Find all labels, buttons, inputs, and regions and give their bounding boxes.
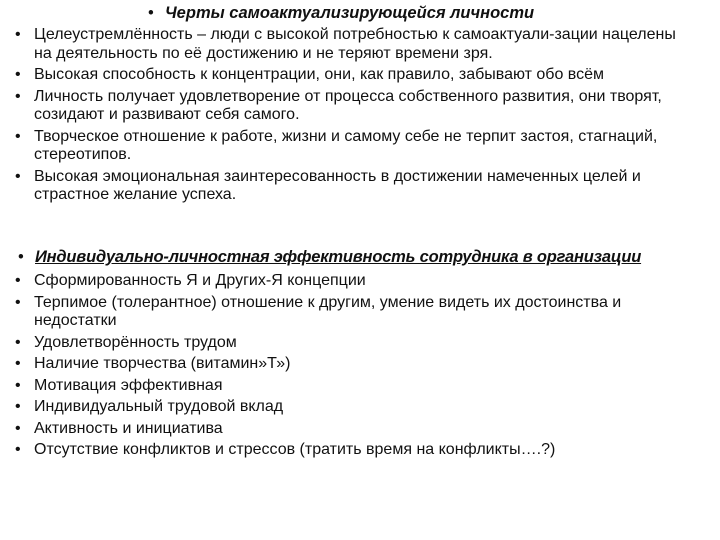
list-item-text: Сформированность Я и Других-Я концепции [34,272,366,289]
list-item-text: Активность и инициатива [34,419,223,437]
bullet-icon: • [15,441,21,458]
list-item-text: Терпимое (толерантное) отношение к другим, умение видеть их достоинства и недостатки [34,293,622,329]
list-item [0,66,694,85]
bullet-icon: • [15,355,21,372]
bullet-icon: • [15,87,21,105]
list-item-text: Творческое отношение к работе, жизни и самому себе не терпит застоя, стагнаций, стереотипов. [34,127,658,163]
list-item [0,334,694,353]
bullet-icon: • [148,4,154,22]
list-item [0,441,694,460]
bullet-icon: • [15,376,21,394]
list-item-text: Удовлетворённость трудом [34,333,237,351]
list-item [0,168,694,205]
list-item-text: Личность получает удовлетворение от процесса собственного развития, они творят, созидают и развивают себя самого. [34,87,662,123]
list-item-text: Целеустремлённость – люди с высокой потребностью к самоактуали-зации нацелены на деятельность по её достижению и не теряют времени зря. [34,26,676,62]
bullet-icon: • [15,272,21,289]
list-item-text: Высокая способность к концентрации, они, как правило, забывают обо всём [34,66,605,83]
list-item-text: Отсутствие конфликтов и стрессов (тратить время на конфликты….?) [34,441,556,458]
list-item [0,272,694,291]
list-item-text: Наличие творчества (витамин»Т») [34,355,291,372]
list-item-text: Высокая эмоциональная заинтересованность в достижении намеченных целей и страстное желание успеха. [34,167,641,203]
list-item-text: Мотивация эффективная [34,376,223,394]
bullet-icon: • [15,333,21,351]
bullet-icon: • [15,293,21,311]
list-item [0,398,694,417]
section-heading-employee-effectiveness [18,247,642,267]
section-heading-text: Черты самоактуализирующейся личности [165,4,535,22]
section-heading-text: Индивидуально-личностная эффективность сотрудника в организации [35,248,642,266]
bullet-icon: • [15,167,21,185]
bullet-icon: • [15,398,21,415]
list-item [0,26,694,63]
list-item [0,294,694,331]
list-item [0,377,694,396]
list-item [0,420,694,439]
section-heading-self-actualization [148,3,535,23]
list-item [0,355,694,374]
bullet-icon: • [18,248,24,266]
list-item [0,128,694,165]
bullet-icon: • [15,127,21,145]
self-actualization-traits-list [0,26,694,208]
bullet-icon: • [15,66,21,83]
list-item-text: Индивидуальный трудовой вклад [34,398,284,415]
list-item [0,88,694,125]
bullet-icon: • [15,26,21,43]
employee-effectiveness-list [0,272,694,463]
bullet-icon: • [15,419,21,437]
